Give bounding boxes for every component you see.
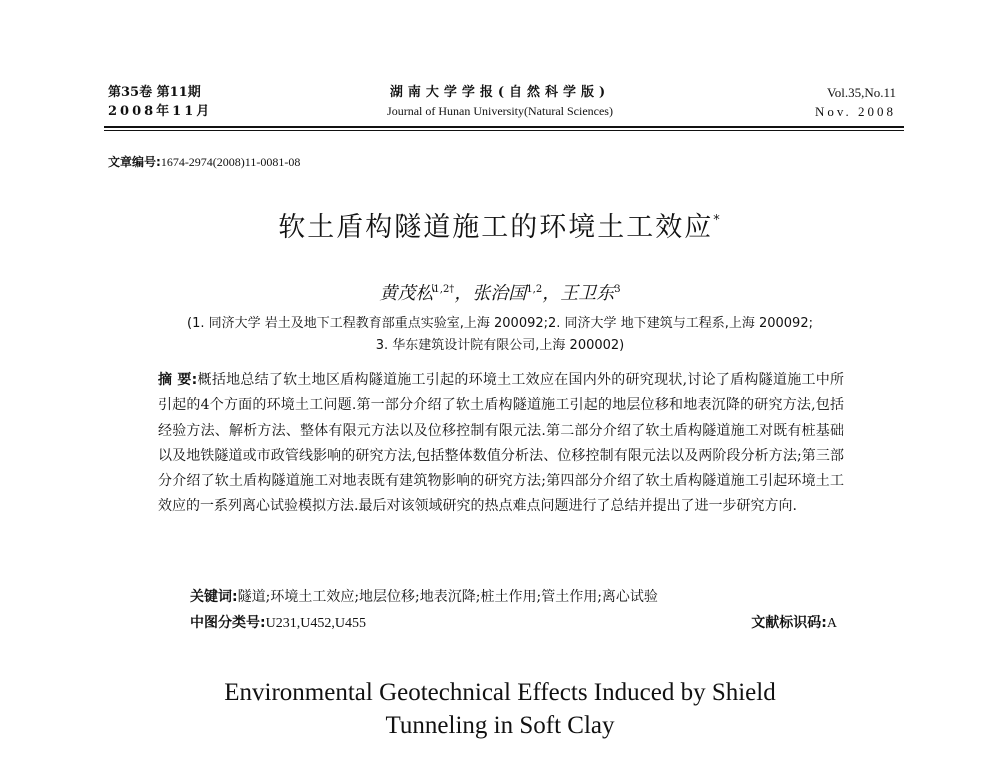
keywords-text: 隧道;环境土工效应;地层位移;地表沉降;桩土作用;管土作用;离心试验 bbox=[237, 589, 658, 605]
journal-name-cn: 湖南大学学报(自然科学版) bbox=[389, 85, 611, 100]
affiliation-line-2: 3. 华东建筑设计院有限公司,上海 200002) bbox=[375, 338, 625, 353]
author-list bbox=[0, 279, 1000, 305]
author-name: 张治国 bbox=[472, 283, 527, 304]
classification-label: 中图分类号: bbox=[190, 615, 266, 631]
abstract-label: 摘 要: bbox=[158, 372, 198, 388]
english-title bbox=[0, 676, 1000, 742]
keywords-label: 关键词: bbox=[190, 589, 238, 605]
header-rule-thick bbox=[104, 126, 904, 128]
author-separator: ， bbox=[542, 283, 561, 304]
classification-text: U231,U452,U455 bbox=[265, 616, 366, 631]
article-number-value: 1674-2974(2008)11-0081-08 bbox=[160, 155, 301, 169]
document-code-text: A bbox=[826, 616, 837, 631]
journal-name-en: Journal of Hunan University(Natural Sciences) bbox=[387, 104, 613, 118]
abstract bbox=[158, 368, 844, 520]
english-title-line-2: Tunneling in Soft Clay bbox=[385, 712, 615, 739]
date-en: Nov. 2008 bbox=[814, 104, 896, 119]
english-title-line-1: Environmental Geotechnical Effects Induced by Shield bbox=[224, 679, 776, 706]
author-name: 王卫东 bbox=[560, 283, 615, 304]
abstract-text: 概括地总结了软土地区盾构隧道施工引起的环境土工效应在国内外的研究现状,讨论了盾构隧道施工中所引起的4个方面的环境土工问题.第一部分介绍了软土盾构隧道施工引起的地层位移和地表沉降的研究方法,包括经验方法、解析方法、整体有限元方法以及位移控制有限元法.第二部分介绍了软土盾构隧道施工对既有桩基础以及地铁隧道或市政管线影响的研究方法,包括整体数值分析法、位移控制有限元法以及两阶段分析方法;第三部分介绍了软土盾构隧道施工对地表既有建筑物影响的研究方法;第四部分介绍了软土盾构隧道施工引起环境土工效应的一系列离心试验模拟方法.最后对该领域研究的热点难点问题进行了总结并提出了进一步研究方向. bbox=[158, 372, 844, 515]
volume-issue-cn: 第35卷 第11期 bbox=[108, 85, 201, 100]
document-code bbox=[751, 612, 837, 632]
header-rule-thin bbox=[104, 130, 904, 131]
keywords bbox=[190, 586, 658, 606]
author-affil-mark: 3 bbox=[614, 284, 621, 295]
author-name: 黄茂松 bbox=[379, 283, 434, 304]
article-number bbox=[108, 153, 300, 170]
classification-number bbox=[190, 612, 366, 632]
article-number-label: 文章编号: bbox=[108, 155, 161, 169]
paper-title-text: 软土盾构隧道施工的环境土工效应 bbox=[278, 212, 714, 243]
affiliation-line-1: (1. 同济大学 岩土及地下工程教育部重点实验室,上海 200092;2. 同济大学 地下建筑与工程系,上海 200092; bbox=[187, 316, 813, 331]
volume-issue-en: Vol.35,No.11 bbox=[827, 85, 896, 100]
title-footnote-mark: * bbox=[713, 213, 722, 228]
author-affil-mark: 1,2† bbox=[433, 284, 455, 295]
header-right bbox=[815, 83, 896, 121]
author-affil-mark: 1,2 bbox=[526, 284, 543, 295]
date-cn: 2008年11月 bbox=[108, 104, 213, 119]
document-code-label: 文献标识码: bbox=[751, 615, 827, 631]
paper-title bbox=[0, 205, 1000, 244]
author-separator: ， bbox=[454, 283, 473, 304]
